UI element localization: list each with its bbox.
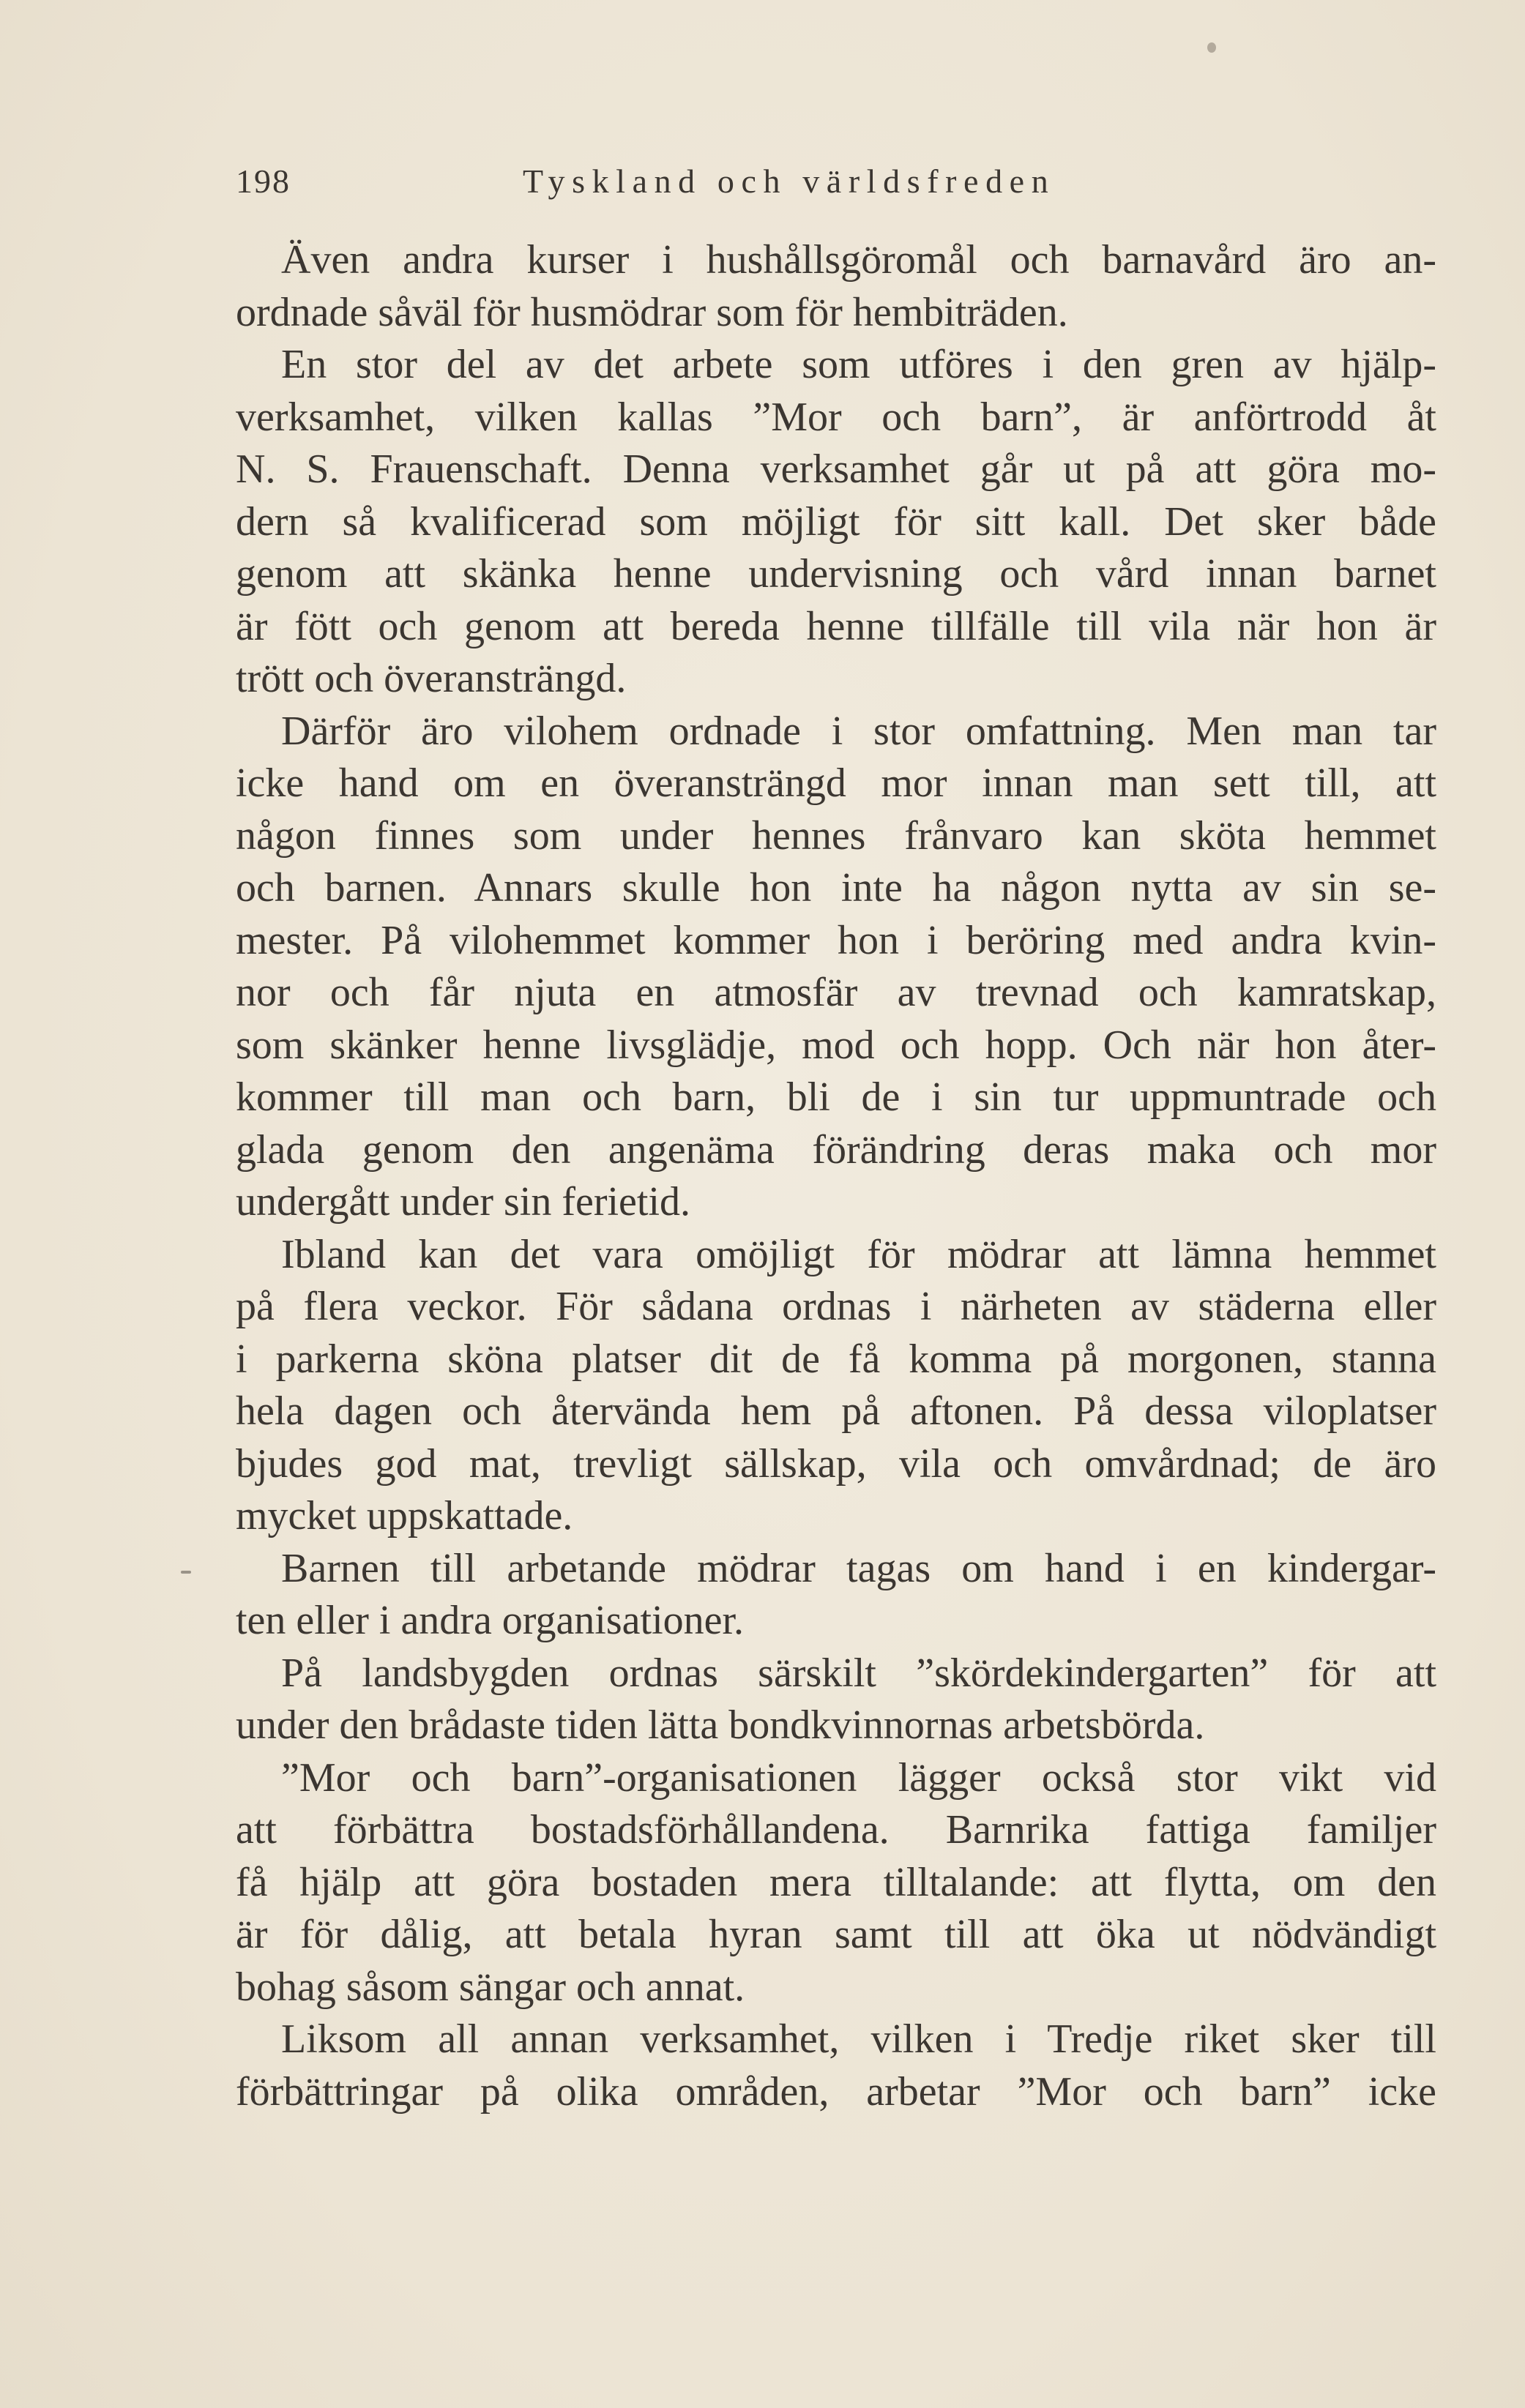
- text-line: glada genom den angenäma förändring deras maka och mor: [236, 1126, 1436, 1173]
- text-line: Även andra kurser i hushållsgöromål och barnavård äro an-: [281, 237, 1436, 283]
- text-line: få hjälp att göra bostaden mera tilltalande: att flytta, om den: [236, 1859, 1436, 1905]
- text-line: ordnade såväl för husmödrar som för hembiträden.: [236, 289, 1068, 335]
- page-number: 198: [236, 162, 291, 200]
- text-line: under den brådaste tiden lätta bondkvinnornas arbetsbörda.: [236, 1702, 1205, 1748]
- text-line: i parkerna sköna platser dit de få komma på morgonen, stanna: [236, 1336, 1436, 1382]
- text-line: dern så kvalificerad som möjligt för sitt kall. Det sker både: [236, 498, 1436, 545]
- body-text: [236, 234, 1436, 2118]
- text-line: och barnen. Annars skulle hon inte ha någon nytta av sin se-: [236, 865, 1436, 911]
- text-line: ten eller i andra organisationer.: [236, 1598, 745, 1643]
- text-line: som skänker henne livsglädje, mod och hopp. Och när hon åter-: [236, 1022, 1436, 1068]
- paper-speck: [181, 1571, 191, 1574]
- text-line: ”Mor och barn”-organisationen lägger också stor vikt vid: [281, 1754, 1436, 1801]
- text-line: bjudes god mat, trevligt sällskap, vila och omvårdnad; de äro: [236, 1440, 1436, 1487]
- text-line: trött och överansträngd.: [236, 656, 627, 701]
- text-line: Därför äro vilohem ordnade i stor omfattning. Men man tar: [281, 708, 1436, 754]
- paragraph: [236, 1543, 1436, 1648]
- text-line: att förbättra bostadsförhållandena. Barnrika fattiga familjer: [236, 1807, 1436, 1852]
- running-title: Tyskland och världsfreden: [523, 162, 1056, 200]
- paragraph: [236, 706, 1436, 1229]
- text-line: förbättringar på olika områden, arbetar ”Mor och barn” icke: [236, 2068, 1436, 2115]
- paper-speck: [1207, 42, 1216, 53]
- text-line: genom att skänka henne undervisning och vård innan barnet: [236, 551, 1436, 597]
- text-line: kommer till man och barn, bli de i sin tur uppmuntrade och: [236, 1074, 1436, 1120]
- text-line: icke hand om en överansträngd mor innan man sett till, att: [236, 760, 1436, 806]
- paragraph: [236, 1229, 1436, 1543]
- running-head: [236, 160, 1436, 203]
- text-line: På landsbygden ordnas särskilt ”skördekindergarten” för att: [281, 1650, 1436, 1696]
- text-line: är fött och genom att bereda henne tillfälle till vila när hon är: [236, 603, 1436, 649]
- paragraph: [236, 1648, 1436, 1752]
- paragraph: [236, 1752, 1436, 2014]
- text-line: bohag såsom sängar och annat.: [236, 1964, 745, 2010]
- text-line: Ibland kan det vara omöjligt för mödrar att lämna hemmet: [281, 1231, 1436, 1277]
- text-line: hela dagen och återvända hem på aftonen. På dessa viloplatser: [236, 1388, 1436, 1434]
- text-line: verksamhet, vilken kallas ”Mor och barn”, är anförtrodd åt: [236, 394, 1436, 440]
- text-line: Barnen till arbetande mödrar tagas om hand i en kindergar-: [281, 1545, 1436, 1591]
- text-line: N. S. Frauenschaft. Denna verksamhet går ut på att göra mo-: [236, 446, 1436, 492]
- text-line: är för dålig, att betala hyran samt till att öka ut nödvändigt: [236, 1912, 1436, 1957]
- text-line: undergått under sin ferietid.: [236, 1179, 691, 1224]
- text-line: någon finnes som under hennes frånvaro kan sköta hemmet: [236, 812, 1436, 859]
- paragraph: [236, 234, 1436, 339]
- text-line: nor och får njuta en atmosfär av trevnad och kamratskap,: [236, 970, 1436, 1015]
- text-line: Liksom all annan verksamhet, vilken i Tredje riket sker till: [281, 2016, 1436, 2062]
- text-line: på flera veckor. För sådana ordnas i närheten av städerna eller: [236, 1284, 1436, 1329]
- text-line: En stor del av det arbete som utföres i den gren av hjälp-: [281, 342, 1436, 387]
- text-line: mester. På vilohemmet kommer hon i beröring med andra kvin-: [236, 917, 1436, 963]
- paragraph: [236, 2013, 1436, 2118]
- text-line: mycket uppskattade.: [236, 1493, 573, 1538]
- paragraph: [236, 339, 1436, 706]
